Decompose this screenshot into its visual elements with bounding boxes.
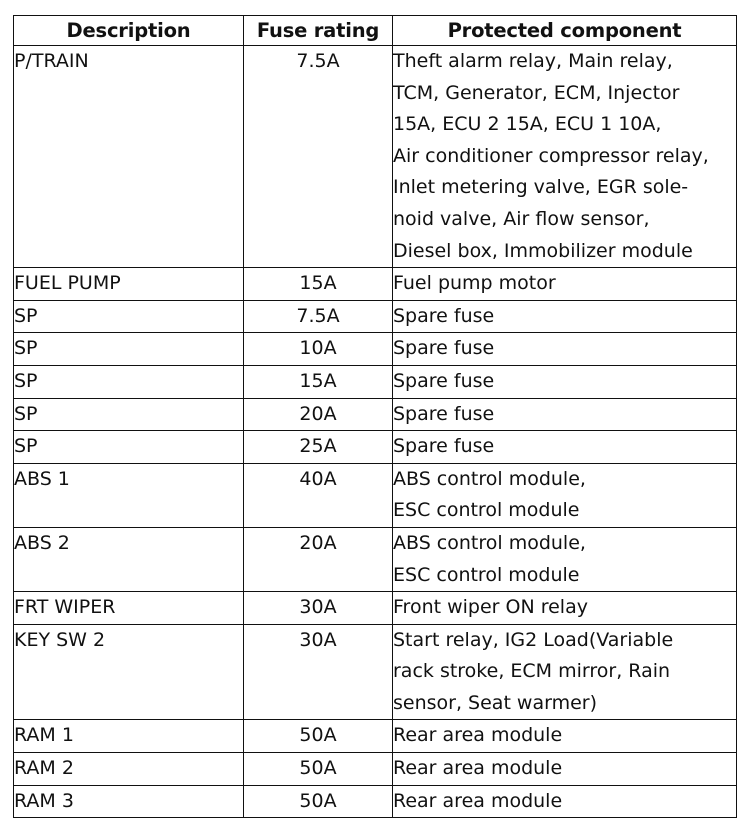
table-row [14,592,737,625]
fuse-description: ABS 2 [14,527,244,591]
fuse-rating: 15A [244,365,393,398]
protected-component [393,398,737,431]
table-row [14,46,737,268]
fuse-rating: 40A [244,463,393,527]
protected-component [393,365,737,398]
component-line: Theft alarm relay, Main relay, [393,50,673,72]
fuse-rating: 10A [244,333,393,366]
component-line: ESC control module [393,499,580,522]
component-line: TCM, Generator, ECM, Injector [393,81,680,104]
fuse-description: SP [14,365,244,398]
fuse-description: RAM 2 [14,753,244,786]
component-line: Inlet metering valve, EGR sole- [393,176,689,199]
component-line: Rear area module [393,789,563,812]
table-row [14,785,737,818]
component-line: Spare fuse [393,402,495,425]
component-line: Spare fuse [393,369,495,392]
component-line: ABS control module, [393,531,586,554]
component-line: Spare fuse [393,304,495,327]
protected-component [393,431,737,464]
component-line: Air conditioner compressor relay, [393,144,709,167]
component-line: rack stroke, ECM mirror, Rain [393,660,671,683]
protected-component [393,463,737,527]
header-protected-component: Protected component [393,16,737,46]
fuse-rating: 30A [244,592,393,625]
component-line: Front wiper ON relay [393,596,588,619]
fuse-description: KEY SW 2 [14,624,244,720]
protected-component [393,46,737,268]
table-row [14,268,737,301]
header-fuse-rating: Fuse rating [244,16,393,46]
fuse-description: FUEL PUMP [14,268,244,301]
protected-component [393,720,737,753]
table-row [14,720,737,753]
table-row [14,527,737,591]
protected-component [393,624,737,720]
fuse-table [13,15,737,818]
fuse-description: ABS 1 [14,463,244,527]
table-row [14,624,737,720]
protected-component [393,753,737,786]
component-line: ABS control module, [393,467,586,490]
table-header-row [14,16,737,46]
component-line: noid valve, Air flow sensor, [393,207,650,230]
component-line: Spare fuse [393,337,495,360]
fuse-rating: 50A [244,785,393,818]
table-row [14,398,737,431]
fuse-rating: 25A [244,431,393,464]
fuse-description: SP [14,398,244,431]
component-line: Rear area module [393,757,563,780]
protected-component [393,785,737,818]
fuse-rating: 20A [244,527,393,591]
component-line: 15A, ECU 2 15A, ECU 1 10A, [393,113,662,136]
fuse-rating: 30A [244,624,393,720]
fuse-rating: 50A [244,720,393,753]
component-line: Fuel pump motor [393,272,556,295]
component-line: Diesel box, Immobilizer module [393,239,693,262]
component-line: Rear area module [393,724,563,747]
header-description: Description [14,16,244,46]
fuse-description: FRT WIPER [14,592,244,625]
table-row [14,300,737,333]
component-line: ESC control module [393,563,580,586]
table-row [14,365,737,398]
protected-component [393,333,737,366]
table-row [14,333,737,366]
fuse-description: P/TRAIN [14,46,244,268]
fuse-description: RAM 1 [14,720,244,753]
protected-component [393,268,737,301]
table-row [14,463,737,527]
component-line: Start relay, IG2 Load(Variable [393,628,674,651]
fuse-rating: 7.5A [244,46,393,268]
table-row [14,753,737,786]
protected-component [393,527,737,591]
table-row [14,431,737,464]
fuse-description: SP [14,333,244,366]
table-body [14,46,737,818]
component-line: sensor, Seat warmer) [393,691,598,714]
component-line: Spare fuse [393,435,495,458]
fuse-description: SP [14,431,244,464]
protected-component [393,300,737,333]
fuse-rating: 20A [244,398,393,431]
fuse-rating: 7.5A [244,300,393,333]
fuse-rating: 15A [244,268,393,301]
fuse-description: RAM 3 [14,785,244,818]
protected-component [393,592,737,625]
fuse-rating: 50A [244,753,393,786]
fuse-description: SP [14,300,244,333]
